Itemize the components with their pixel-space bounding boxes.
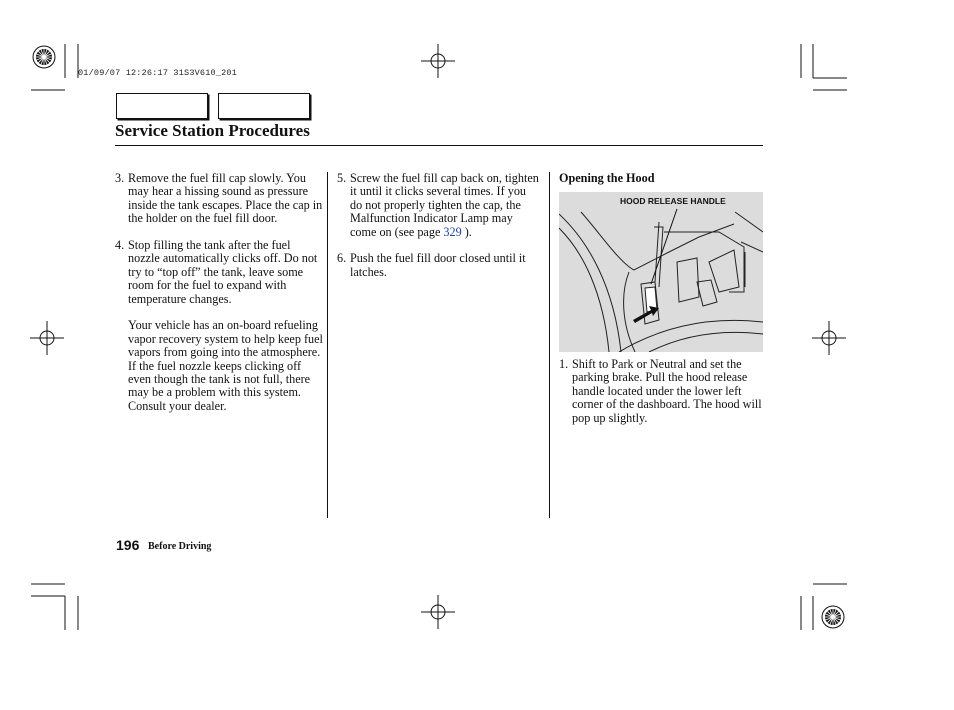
crosshair-icon (30, 321, 64, 355)
step-3: 3. Remove the fuel fill cap slowly. You may hear a hissing sound as pressure inside the tank escapes. Place the cap in the holder on the fuel fill door. (115, 171, 323, 226)
header-tab-box (116, 93, 208, 119)
step-5: 5. Screw the fuel fill cap back on, tighten it until it clicks several times. If you do not properly tighten the cap, the Malfunction Indicator Lamp may come on (see page 329 ). (337, 171, 539, 239)
header-tab-box (218, 93, 310, 119)
title-rule (115, 145, 763, 146)
registration-target-icon (822, 606, 844, 628)
column-1 (115, 172, 325, 413)
page-title: Service Station Procedures (115, 121, 310, 140)
crosshair-icon (421, 44, 455, 78)
print-stamp: 01/09/07 12:26:17 31S3V610_201 (78, 68, 238, 78)
hood-heading: Opening the Hood (559, 171, 655, 185)
hood-release-figure (559, 192, 763, 352)
crosshair-icon (812, 321, 846, 355)
page-number: 196 (116, 537, 140, 553)
step-4: 4. Stop filling the tank after the fuel nozzle automatically clicks off. Do not try to “top off” the tank, leave some room for the fuel to expand with temperature changes. (115, 238, 318, 306)
column-3-steps (559, 358, 765, 425)
registration-target-icon (33, 46, 55, 68)
figure-label: HOOD RELEASE HANDLE (620, 196, 726, 206)
hood-step-1: 1. Shift to Park or Neutral and set the parking brake. Pull the hood release handle located under the lower left corner of the dashboard. The hood will pop up slightly. (559, 357, 762, 425)
crosshair-icon (421, 595, 455, 629)
vapor-recovery-paragraph: Your vehicle has an on-board refueling vapor recovery system to help keep fuel vapors from going into the atmosphere. If the fuel nozzle keeps clicking off even though the tank is not full, there may be a problem with this system. Consult your dealer. (128, 318, 323, 413)
column-2 (337, 172, 539, 279)
dashboard-illustration (559, 192, 763, 352)
column-divider (549, 172, 550, 518)
step-6: 6. Push the fuel fill door closed until it latches. (337, 251, 526, 279)
section-name: Before Driving (148, 541, 212, 552)
column-divider (327, 172, 328, 518)
page-link-329[interactable]: 329 (443, 224, 462, 239)
